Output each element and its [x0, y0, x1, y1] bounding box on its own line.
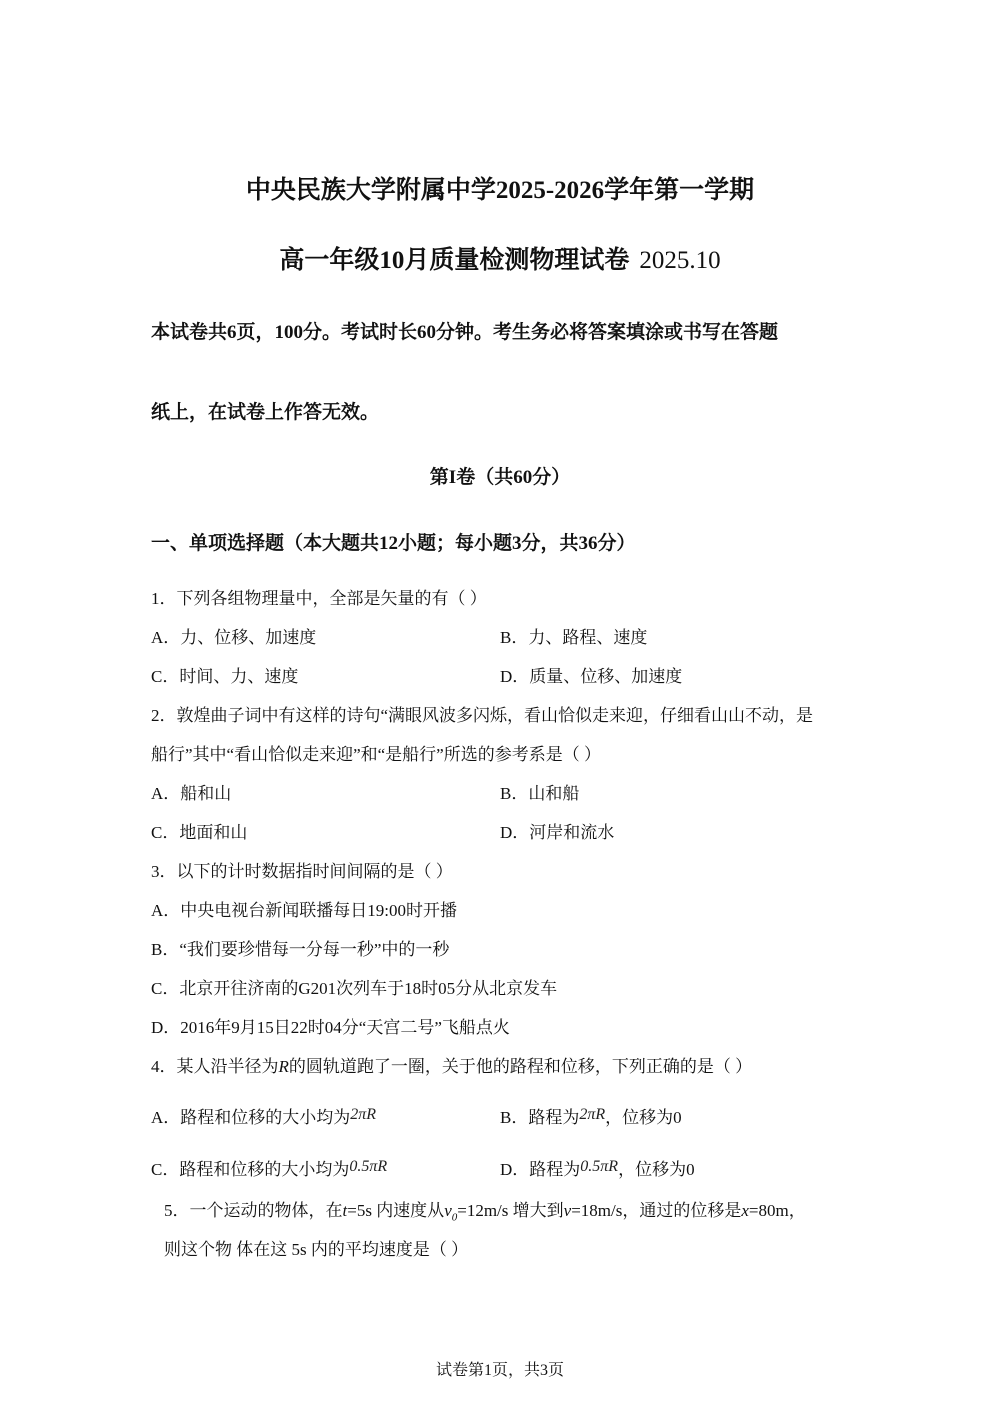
question-4-option-d-formula: 0.5πR [580, 1158, 619, 1175]
section-title: 一、单项选择题（本大题共12小题；每小题3分，共36分） [151, 533, 636, 554]
question-5-v0-var: v [444, 1201, 452, 1220]
exam-notice-line1: 本试卷共6页，100分。考试时长60分钟。考生务必将答案填涂或书写在答题 [151, 322, 779, 343]
question-1-option-b: B．力、路程、速度 [500, 628, 648, 647]
question-4-option-c-formula: 0.5πR [349, 1158, 388, 1175]
question-1-option-a: A．力、位移、加速度 [151, 628, 317, 647]
question-2-option-b: B．山和船 [500, 784, 580, 803]
question-4-option-b-post: ，位移为0 [605, 1108, 682, 1127]
question-5-v-var: v [563, 1201, 572, 1220]
question-3-option-a: A．中央电视台新闻联播每日19:00时开播 [151, 901, 457, 920]
question-2-option-c: C．地面和山 [151, 823, 248, 842]
question-3-option-d: D．2016年9月15日22时04分“天宫二号”飞船点火 [151, 1018, 510, 1037]
question-3-option-b: B．“我们要珍惜每一分每一秒”中的一秒 [151, 940, 450, 959]
question-1-stem: 1．下列各组物理量中，全部是矢量的有（ ） [151, 589, 487, 608]
question-4-option-a-formula: 2πR [350, 1106, 377, 1123]
question-2-stem-line1: 2．敦煌曲子词中有这样的诗句“满眼风波多闪烁，看山恰似走来迎，仔细看山山不动，是 [151, 706, 814, 725]
question-4-option-b-formula: 2πR [579, 1106, 606, 1123]
question-4-radius-var: R [278, 1057, 289, 1076]
question-5-time-var: t [342, 1201, 348, 1220]
question-5-text-4: =18m/s，通过的位移是 [571, 1201, 742, 1220]
question-4-option-d-post: ，位移为0 [618, 1160, 695, 1179]
question-3-stem: 3．以下的计时数据指时间间隔的是（ ） [151, 862, 453, 881]
question-1-option-d: D．质量、位移、加速度 [500, 667, 683, 686]
question-4-option-d-text: D．路程为 [500, 1160, 581, 1179]
question-5-text-1: 5．一个运动的物体，在 [164, 1201, 343, 1220]
question-2-option-d: D．河岸和流水 [500, 823, 615, 842]
question-5-stem-line2: 则这个物 体在这 5s 内的平均速度是（ ） [164, 1240, 469, 1259]
question-4-stem-pre: 4．某人沿半径为 [151, 1057, 279, 1076]
exam-date: 2025.10 [639, 247, 721, 274]
question-4-option-a [151, 1103, 376, 1128]
exam-title-line1: 中央民族大学附属中学2025-2026学年第一学期 [245, 177, 755, 204]
question-4-stem-post: 的圆轨道跑了一圈，关于他的路程和位移，下列正确的是（ ） [288, 1057, 753, 1076]
page-footer: 试卷第1页，共3页 [435, 1362, 564, 1379]
question-5-text-5: =80m， [748, 1201, 806, 1220]
question-4-stem [151, 1052, 752, 1077]
part-title: 第I卷（共60分） [429, 467, 571, 488]
question-4-option-d [500, 1155, 695, 1180]
question-4-option-a-text: A．路程和位移的大小均为 [151, 1108, 351, 1127]
question-2-stem-line2: 船行”其中“看山恰似走来迎”和“是船行”所选的参考系是（ ） [151, 745, 601, 764]
question-5-v0-subscript: 0 [451, 1211, 458, 1224]
question-5-text-3: =12m/s 增大到 [457, 1201, 564, 1220]
question-3-option-c: C．北京开往济南的G201次列车于18时05分从北京发车 [151, 979, 558, 998]
question-2-option-a: A．船和山 [151, 784, 232, 803]
exam-title-line2 [0, 240, 1000, 276]
question-1-option-c: C．时间、力、速度 [151, 667, 299, 686]
question-5-x-var: x [741, 1201, 749, 1220]
question-4-option-b-text: B．路程为 [500, 1108, 580, 1127]
exam-notice-line2: 纸上，在试卷上作答无效。 [151, 402, 380, 423]
question-4-option-b [500, 1103, 682, 1128]
question-5-text-2: =5s 内速度从 [347, 1201, 445, 1220]
question-4-option-c [151, 1155, 387, 1180]
exam-title-text: 高一年级10月质量检测物理试卷 [279, 247, 630, 274]
question-4-option-c-text: C．路程和位移的大小均为 [151, 1160, 350, 1179]
question-5-stem-line1 [164, 1196, 806, 1223]
